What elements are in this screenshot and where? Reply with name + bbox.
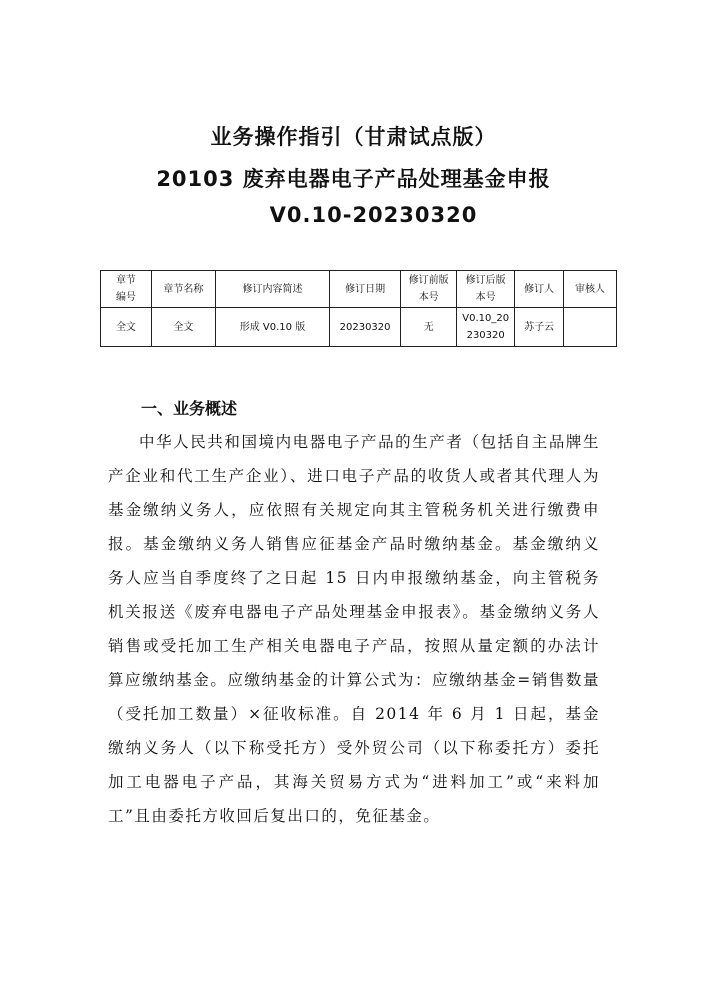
- table-cell: V0.10_20230320: [457, 308, 515, 347]
- header-cell: 修订前版本号: [401, 271, 457, 308]
- document-title-line1: 业务操作指引（甘肃试点版）: [210, 125, 497, 149]
- table-row: [101, 308, 617, 347]
- header-cell: 章节编号: [101, 271, 152, 308]
- revision-table-header: [101, 271, 617, 308]
- revision-table: [100, 270, 617, 347]
- table-cell: 20230320: [329, 308, 400, 347]
- table-cell: 苏子云: [515, 308, 564, 347]
- table-cell: 形成 V0.10 版: [215, 308, 329, 347]
- header-cell: 章节名称: [151, 271, 215, 308]
- header-cell: 修订后版本号: [457, 271, 515, 308]
- header-cell: 修订人: [515, 271, 564, 308]
- table-cell: 全文: [101, 308, 152, 347]
- header-cell: 修订内容简述: [215, 271, 329, 308]
- section-paragraph: 中华人民共和国境内电器电子产品的生产者（包括自主品牌生产企业和代工生产企业）、进口电子产品的收货人或者其代理人为基金缴纳义务人，应依照有关规定向其主管税务机关进行缴费申报。基金缴纳义务人销售应征基金产品时缴纳基金。基金缴纳义务人应当自季度终了之日起 15 日内申报缴纳基金，向主管税务机关报送《废弃电器电子产品处理基金申报表》。基金缴纳义务人销售或受托加工生产相关电器电子产品，按照从量定额的办法计算应缴纳基金。应缴纳基金的计算公式为：应缴纳基金=销售数量（受托加工数量）×征收标准。自 2014 年 6 月 1 日起，基金缴纳义务人（以下称受托方）受外贸公司（以下称委托方）委托加工电器电子产品，其海关贸易方式为“进料加工”或“来料加工”且由委托方收回后复出口的，免征基金。: [108, 433, 600, 825]
- document-version-line: V0.10-20230320: [269, 203, 478, 227]
- section-heading: 一、业务概述: [141, 399, 238, 418]
- header-cell: 审核人: [564, 271, 617, 308]
- table-cell: 全文: [151, 308, 215, 347]
- document-title-line2: 20103 废弃电器电子产品处理基金申报: [156, 167, 551, 191]
- table-cell: [564, 308, 617, 347]
- table-cell: 无: [401, 308, 457, 347]
- header-cell: 修订日期: [329, 271, 400, 308]
